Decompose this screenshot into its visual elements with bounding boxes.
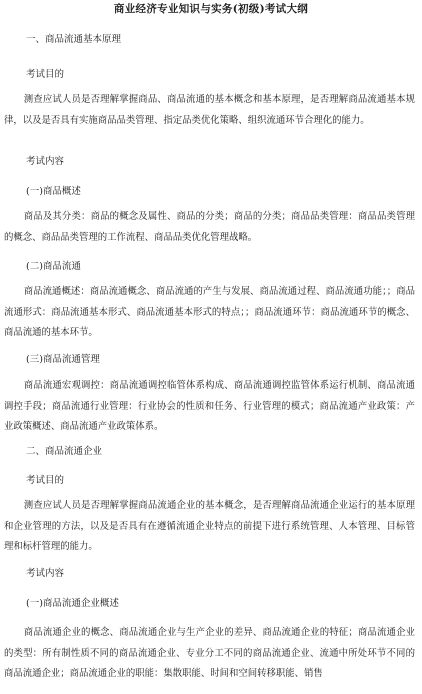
section-1-sub1-text: 商品及其分类：商品的概念及属性、商品的分类；商品的分类；商品品类管理：商品品类管理的概念、商品品类管理的工作流程、商品品类优化管理战略。 [4, 211, 415, 243]
section-2-objective-label: 考试目的 [26, 475, 65, 486]
section-1-sub3-text: 商品流通宏观调控：商品流通调控临管体系构成、商品流通调控监管体系运行机制、商品流通调控手段；商品流通行业管理：行业协会的性质和任务、行业管理的模式；商品流通产业政策：产业政策概述、商品流通产业政策体系。 [4, 380, 415, 432]
section-1-sub2-text: 商品流通概述：商品流通概念、商品流通的产生与发展、商品流通过程、商品流通功能；；商品流通形式：商品流通基本形式、商品流通基本形式的特点；；商品流通环节：商品流通环节的概念、商品流通的基本环节。 [4, 286, 415, 338]
section-2-sub1-text: 商品流通企业的概念、商品流通企业与生产企业的差异、商品流通企业的特征；商品流通企业的类型：所有制性质不同的商品流通企业、专业分工不同的商品流通企业、流通中所处环节不同的商品流通企业；商品流通企业的职能：集散职能、时间和空间转移职能、销售 [4, 627, 415, 679]
section-1-sub3-heading: (三)商品流通管理 [26, 354, 100, 365]
section-1-sub1-heading: (一)商品概述 [26, 186, 81, 197]
section-2-content-label: 考试内容 [26, 568, 65, 579]
section-1-heading: 一、商品流通基本原理 [26, 34, 122, 45]
section-1-objective-text: 测查应试人员是否理解掌握商品、商品流通的基本概念和基本原理，是否理解商品流通基本规律，以及是否具有实施商品品类管理、指定品类优化策略、组织流通环节合理化的能力。 [4, 94, 415, 126]
section-1-sub2-heading: (二)商品流通 [26, 261, 81, 272]
document-title: 商业经济专业知识与实务(初级)考试大纲 [113, 3, 309, 15]
section-1-content-label: 考试内容 [26, 156, 65, 167]
section-2-objective-text: 测查应试人员是否理解掌握商品流通企业的基本概念，是否理解商品流通企业运行的基本原理和企业管理的方法，以及是否具有在遵循流通企业特点的前提下进行系统管理、人本管理、目标管理和标杆管理的能力。 [4, 500, 415, 552]
section-2-sub1-heading: (一)商品流通企业概述 [26, 598, 119, 609]
section-1-objective-label: 考试目的 [26, 69, 65, 80]
section-2-heading: 二、商品流通企业 [26, 446, 103, 457]
